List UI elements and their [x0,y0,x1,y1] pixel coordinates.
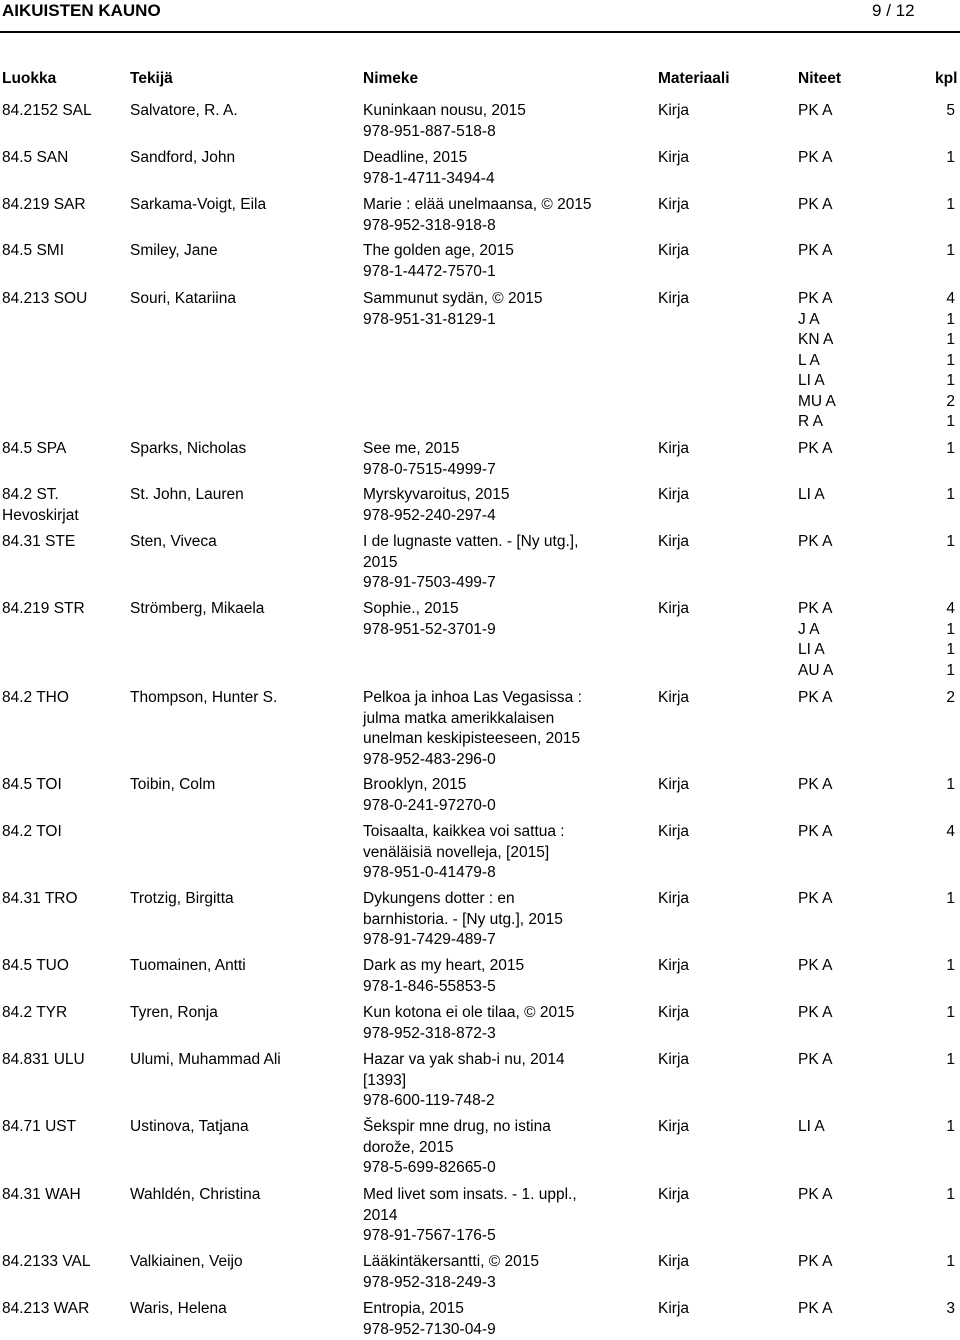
author-cell: Valkiainen, Veijo [130,1252,243,1273]
holding-location: PK A [798,289,832,310]
author-cell: Toibin, Colm [130,775,215,796]
holding-row [798,330,958,351]
classification-line: 84.2 ST. [2,485,79,506]
holding-count: 4 [946,289,955,310]
title-line: Hazar va yak shab-i nu, 2014 [363,1050,623,1071]
holdings-cell [798,485,958,506]
holding-count: 2 [946,392,955,413]
author-cell: Ulumi, Muhammad Ali [130,1050,281,1071]
holding-location: LI A [798,371,825,392]
holding-row [798,889,958,910]
title-line: See me, 2015 [363,439,623,460]
material-cell: Kirja [658,599,689,620]
title-line: 978-951-0-41479-8 [363,863,623,884]
classification-line: 84.31 STE [2,532,75,553]
total-pages: 12 [896,1,915,20]
holding-location: LI A [798,640,825,661]
holding-row [798,392,958,413]
classification-cell [2,532,75,553]
holding-row [798,485,958,506]
title-line: barnhistoria. - [Ny utg.], 2015 [363,910,623,931]
title-line: unelman keskipisteeseen, 2015 [363,729,623,750]
holding-row [798,620,958,641]
title-line: 2015 [363,553,623,574]
title-line: dorože, 2015 [363,1138,623,1159]
classification-cell [2,956,69,977]
classification-cell [2,439,66,460]
title-cell [363,532,623,594]
title-line: 978-0-7515-4999-7 [363,460,623,481]
holding-count: 1 [946,889,955,910]
title-cell [363,1185,623,1247]
title-line: 978-952-240-297-4 [363,506,623,527]
classification-line: 84.831 ULU [2,1050,85,1071]
title-line: Myrskyvaroitus, 2015 [363,485,623,506]
holding-count: 1 [946,1185,955,1206]
holdings-cell [798,1299,958,1320]
classification-cell [2,289,87,310]
title-line: 978-1-4711-3494-4 [363,169,623,190]
holding-row [798,532,958,553]
holding-row [798,661,958,682]
holding-count: 5 [946,101,955,122]
classification-line: 84.219 SAR [2,195,86,216]
title-line: Med livet som insats. - 1. uppl., [363,1185,623,1206]
classification-line: 84.31 TRO [2,889,78,910]
author-cell: Salvatore, R. A. [130,101,238,122]
title-line: 978-952-318-249-3 [363,1273,623,1294]
author-cell: Sarkama-Voigt, Eila [130,195,266,216]
title-cell [363,195,623,236]
title-line: Sammunut sydän, © 2015 [363,289,623,310]
material-cell: Kirja [658,1299,689,1320]
holding-count: 1 [946,371,955,392]
title-cell [363,1117,623,1179]
holding-location: J A [798,310,820,331]
material-cell: Kirja [658,688,689,709]
title-line: 978-952-7130-04-9 [363,1320,623,1340]
classification-line: 84.219 STR [2,599,85,620]
title-line: 978-952-318-872-3 [363,1024,623,1045]
holding-location: PK A [798,688,832,709]
classification-cell [2,599,85,620]
title-line: 978-952-318-918-8 [363,216,623,237]
holding-location: PK A [798,1185,832,1206]
title-line: Deadline, 2015 [363,148,623,169]
holding-location: PK A [798,599,832,620]
classification-line: 84.2 TYR [2,1003,67,1024]
title-cell [363,241,623,282]
holding-location: LI A [798,1117,825,1138]
author-cell: Strömberg, Mikaela [130,599,264,620]
material-cell: Kirja [658,956,689,977]
holding-count: 1 [946,661,955,682]
holdings-cell [798,775,958,796]
holdings-cell [798,148,958,169]
title-line: Pelkoa ja inhoa Las Vegasissa : [363,688,623,709]
title-cell [363,599,623,640]
holding-count: 1 [946,412,955,433]
title-line: [1393] [363,1071,623,1092]
holding-row [798,1299,958,1320]
material-cell: Kirja [658,775,689,796]
holding-row [798,688,958,709]
title-line: 978-91-7567-176-5 [363,1226,623,1247]
classification-line: 84.2 TOI [2,822,62,843]
material-cell: Kirja [658,1117,689,1138]
title-line: Kuninkaan nousu, 2015 [363,101,623,122]
title-line: Šekspir mne drug, no istina [363,1117,623,1138]
title-cell [363,1003,623,1044]
title-cell [363,1050,623,1112]
column-header-tekija: Tekijä [130,70,173,88]
holding-count: 1 [946,1117,955,1138]
material-cell: Kirja [658,1003,689,1024]
title-line: Entropia, 2015 [363,1299,623,1320]
holding-row [798,599,958,620]
holding-count: 1 [946,640,955,661]
holding-count: 4 [946,822,955,843]
holding-location: PK A [798,241,832,262]
holding-count: 1 [946,485,955,506]
classification-line: 84.5 TUO [2,956,69,977]
title-cell [363,148,623,189]
classification-cell [2,1117,76,1138]
holding-count: 1 [946,956,955,977]
holding-count: 1 [946,620,955,641]
header-rule [0,31,960,33]
column-header-materiaali: Materiaali [658,70,730,88]
holding-count: 1 [946,1003,955,1024]
author-cell: St. John, Lauren [130,485,244,506]
holding-count: 4 [946,599,955,620]
title-line: Sophie., 2015 [363,599,623,620]
holding-location: PK A [798,1003,832,1024]
material-cell: Kirja [658,485,689,506]
holdings-cell [798,956,958,977]
title-line: 978-0-241-97270-0 [363,796,623,817]
classification-cell [2,822,62,843]
holding-location: PK A [798,1252,832,1273]
holding-count: 1 [946,532,955,553]
holdings-cell [798,1117,958,1138]
author-cell: Wahldén, Christina [130,1185,260,1206]
classification-cell [2,148,68,169]
holdings-cell [798,1003,958,1024]
title-cell [363,101,623,142]
title-line: 978-91-7429-489-7 [363,930,623,951]
holding-location: PK A [798,889,832,910]
holding-location: LI A [798,485,825,506]
holding-row [798,101,958,122]
holding-count: 1 [946,775,955,796]
holdings-cell [798,1050,958,1071]
holding-row [798,148,958,169]
holding-count: 1 [946,439,955,460]
holding-location: PK A [798,822,832,843]
material-cell: Kirja [658,532,689,553]
title-line: venäläisiä novelleja, [2015] [363,843,623,864]
title-line: I de lugnaste vatten. - [Ny utg.], [363,532,623,553]
title-line: Brooklyn, 2015 [363,775,623,796]
title-line: 978-1-4472-7570-1 [363,262,623,283]
classification-cell [2,241,64,262]
classification-cell [2,688,69,709]
holdings-cell [798,1185,958,1206]
holding-row [798,822,958,843]
column-header-kpl: kpl [935,70,957,88]
material-cell: Kirja [658,889,689,910]
column-header-niteet: Niteet [798,70,841,88]
holdings-cell [798,889,958,910]
classification-line: 84.213 SOU [2,289,87,310]
holding-row [798,1003,958,1024]
classification-line: 84.5 SPA [2,439,66,460]
title-line: Toisaalta, kaikkea voi sattua : [363,822,623,843]
title-cell [363,1299,623,1340]
material-cell: Kirja [658,1252,689,1273]
holding-location: PK A [798,956,832,977]
column-header-nimeke: Nimeke [363,70,418,88]
title-line: 978-600-119-748-2 [363,1091,623,1112]
title-cell [363,688,623,770]
title-line: 978-951-52-3701-9 [363,620,623,641]
author-cell: Thompson, Hunter S. [130,688,277,709]
holding-count: 1 [946,195,955,216]
holding-row [798,1050,958,1071]
holding-row [798,1117,958,1138]
page-separator: / [886,1,891,20]
classification-line: 84.5 SMI [2,241,64,262]
title-cell [363,439,623,480]
title-line: Dykungens dotter : en [363,889,623,910]
title-line: julma matka amerikkalaisen [363,709,623,730]
holdings-cell [798,101,958,122]
material-cell: Kirja [658,241,689,262]
holding-location: PK A [798,439,832,460]
author-cell: Sandford, John [130,148,235,169]
holding-row [798,241,958,262]
holding-count: 1 [946,148,955,169]
holding-count: 1 [946,310,955,331]
holding-row [798,195,958,216]
holding-location: MU A [798,392,836,413]
classification-cell [2,1003,67,1024]
holding-count: 2 [946,688,955,709]
material-cell: Kirja [658,289,689,310]
holding-row [798,351,958,372]
holding-location: R A [798,412,823,433]
title-line: 978-952-483-296-0 [363,750,623,771]
holding-row [798,1185,958,1206]
holding-count: 1 [946,351,955,372]
classification-cell [2,889,78,910]
holding-location: PK A [798,148,832,169]
material-cell: Kirja [658,101,689,122]
classification-cell [2,101,92,122]
title-line: 978-951-887-518-8 [363,122,623,143]
holding-row [798,956,958,977]
holding-row [798,371,958,392]
holdings-cell [798,195,958,216]
holding-count: 1 [946,1252,955,1273]
classification-line: Hevoskirjat [2,506,79,527]
title-line: 978-951-31-8129-1 [363,310,623,331]
material-cell: Kirja [658,1185,689,1206]
classification-cell [2,195,86,216]
holding-count: 1 [946,330,955,351]
document-title: AIKUISTEN KAUNO [2,1,161,21]
holding-row [798,439,958,460]
classification-line: 84.71 UST [2,1117,76,1138]
author-cell: Souri, Katariina [130,289,236,310]
holdings-cell [798,289,958,433]
holding-row [798,1252,958,1273]
classification-line: 84.5 SAN [2,148,68,169]
classification-cell [2,485,79,526]
current-page: 9 [872,1,881,20]
author-cell: Ustinova, Tatjana [130,1117,249,1138]
holding-row [798,310,958,331]
holding-row [798,412,958,433]
holding-count: 3 [946,1299,955,1320]
material-cell: Kirja [658,822,689,843]
title-cell [363,1252,623,1293]
title-line: Kun kotona ei ole tilaa, © 2015 [363,1003,623,1024]
material-cell: Kirja [658,195,689,216]
holding-location: PK A [798,532,832,553]
holdings-cell [798,688,958,709]
classification-cell [2,1185,81,1206]
holding-location: AU A [798,661,833,682]
holdings-cell [798,822,958,843]
author-cell: Tuomainen, Antti [130,956,246,977]
holding-count: 1 [946,1050,955,1071]
title-line: Lääkintäkersantti, © 2015 [363,1252,623,1273]
holding-location: J A [798,620,820,641]
material-cell: Kirja [658,439,689,460]
holding-location: PK A [798,1050,832,1071]
title-line: 978-1-846-55853-5 [363,977,623,998]
classification-line: 84.213 WAR [2,1299,89,1320]
page-header [0,0,960,36]
title-cell [363,289,623,330]
classification-line: 84.2152 SAL [2,101,92,122]
classification-line: 84.31 WAH [2,1185,81,1206]
holding-location: KN A [798,330,833,351]
classification-cell [2,1050,85,1071]
classification-line: 84.2 THO [2,688,69,709]
title-line: 978-91-7503-499-7 [363,573,623,594]
material-cell: Kirja [658,1050,689,1071]
column-header-luokka: Luokka [2,70,56,88]
page-number [872,1,915,21]
title-cell [363,889,623,951]
holding-count: 1 [946,241,955,262]
author-cell: Trotzig, Birgitta [130,889,234,910]
material-cell: Kirja [658,148,689,169]
holding-location: PK A [798,1299,832,1320]
title-cell [363,822,623,884]
holding-row [798,289,958,310]
holdings-cell [798,439,958,460]
classification-cell [2,1252,90,1273]
title-line: The golden age, 2015 [363,241,623,262]
holdings-cell [798,1252,958,1273]
holding-location: PK A [798,195,832,216]
title-cell [363,775,623,816]
holding-location: PK A [798,101,832,122]
holding-location: L A [798,351,820,372]
holding-row [798,640,958,661]
title-line: 978-5-699-82665-0 [363,1158,623,1179]
title-cell [363,485,623,526]
holding-location: PK A [798,775,832,796]
title-line: 2014 [363,1206,623,1227]
classification-cell [2,775,62,796]
author-cell: Sten, Viveca [130,532,217,553]
holding-row [798,775,958,796]
holdings-cell [798,241,958,262]
holdings-cell [798,599,958,681]
classification-cell [2,1299,89,1320]
author-cell: Sparks, Nicholas [130,439,246,460]
classification-line: 84.5 TOI [2,775,62,796]
author-cell: Waris, Helena [130,1299,227,1320]
holdings-cell [798,532,958,553]
title-line: Dark as my heart, 2015 [363,956,623,977]
title-cell [363,956,623,997]
author-cell: Smiley, Jane [130,241,218,262]
author-cell: Tyren, Ronja [130,1003,218,1024]
title-line: Marie : elää unelmaansa, © 2015 [363,195,623,216]
classification-line: 84.2133 VAL [2,1252,90,1273]
